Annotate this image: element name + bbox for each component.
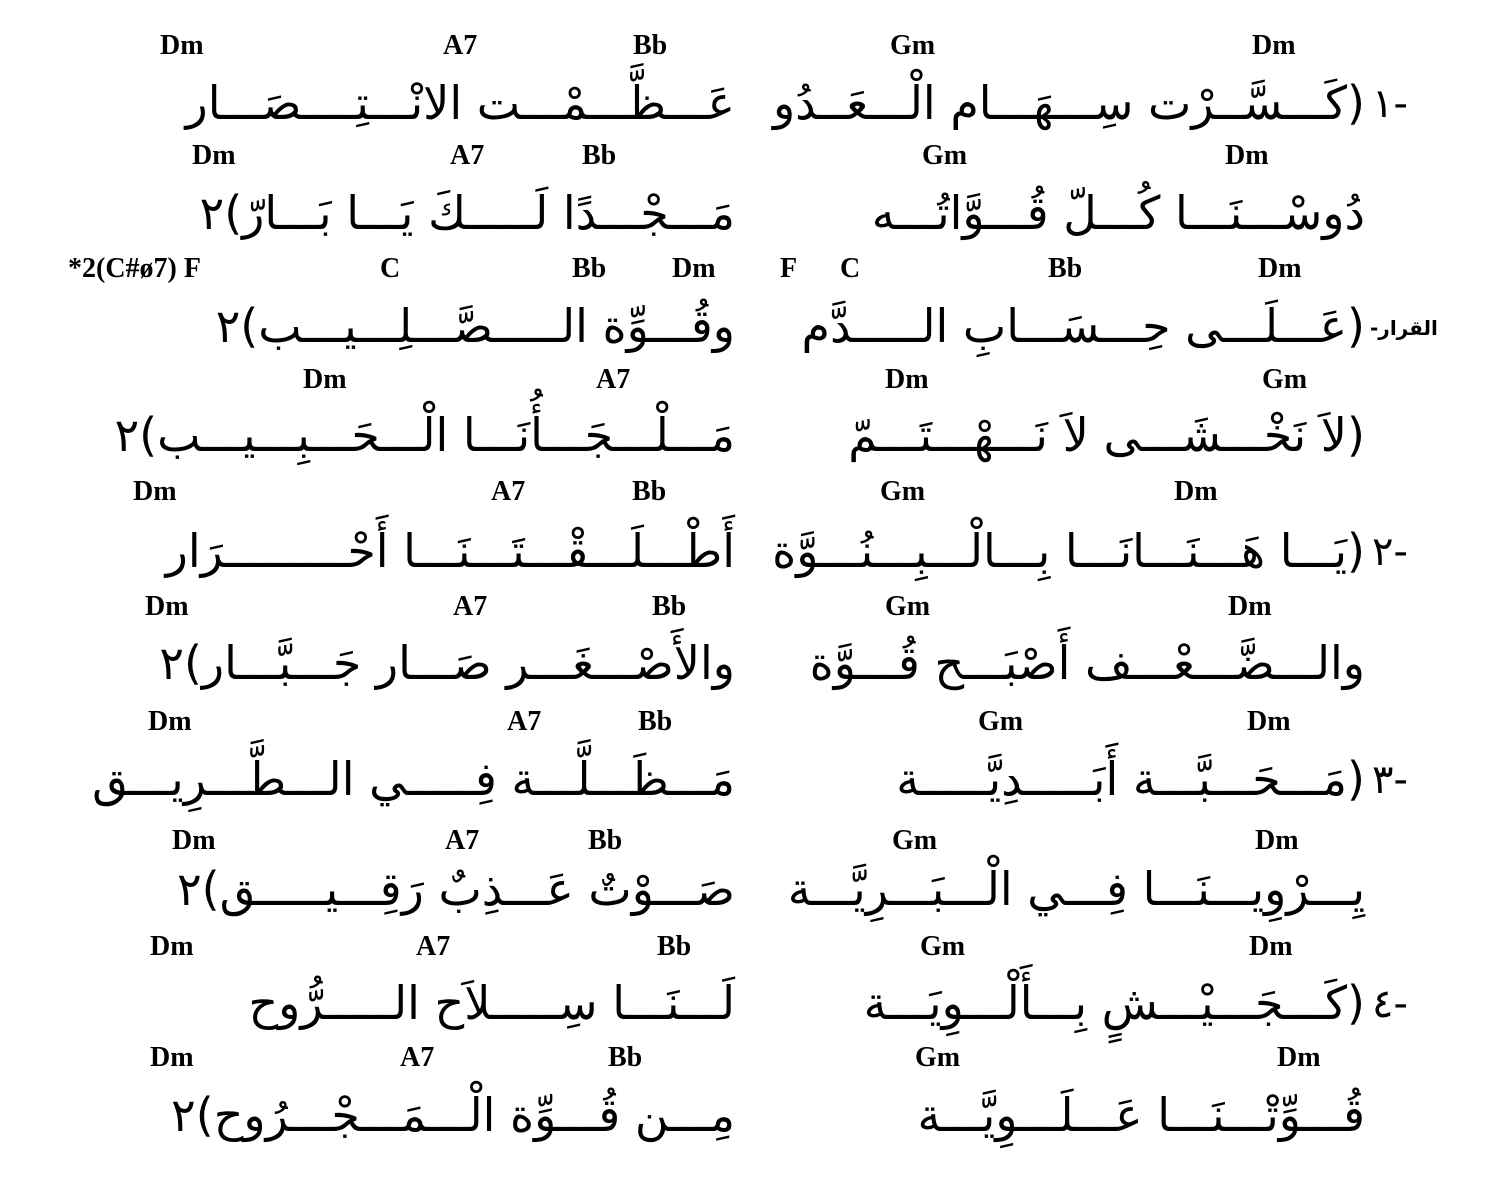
lyric-line-left: صَـــوْتٌ عَـــذِبٌ رَقِـــيـــــق)٢ [176, 862, 735, 916]
lyric-line-left: مِـــن قُـــوِّة الْـــمَـــجْـــرُوح)٢ [171, 1088, 735, 1142]
chord: A7 [596, 364, 631, 395]
chord: Gm [892, 825, 938, 856]
lyric-line-left: أَطْـــلَـــقْـــتَـــنَـــا أَحْـــــــــرَار [165, 524, 735, 578]
chord: Gm [885, 591, 931, 622]
chord: A7 [443, 30, 478, 61]
lyric-line-right: (مَـــحَـــبَّـــة أَبَـــــدِيَّـــــة [896, 752, 1365, 806]
chord: Gm [880, 476, 926, 507]
chord: A7 [507, 706, 542, 737]
chord: Dm [1228, 591, 1272, 622]
chord: Gm [1262, 364, 1308, 395]
verse-number: ١- [1372, 81, 1408, 127]
chord: Dm [160, 30, 204, 61]
lyric-line-right: (عَـــلَـــى حِـــسَـــابِ الـــــدَّم [801, 299, 1365, 353]
chord: Dm [133, 476, 177, 507]
lyric-line-left: مَـــجْـــدًا لَـــــكَ يَـــا بَـــارّ)٢ [199, 186, 735, 240]
chord: Dm [1247, 706, 1291, 737]
chord: Dm [1277, 1042, 1321, 1073]
chord: Bb [652, 591, 687, 622]
chord: Dm [1249, 931, 1293, 962]
chord: Gm [922, 140, 968, 171]
chord: Gm [915, 1042, 961, 1073]
verse-number: ٣- [1372, 757, 1408, 803]
chord: Gm [890, 30, 936, 61]
chord: F [780, 253, 798, 284]
chord: Bb [572, 253, 607, 284]
chord: C [840, 253, 861, 284]
lyric-line-left: عَـــظَّـــمْـــت الانْـــتِــــصَـــار [185, 76, 735, 130]
chord: A7 [445, 825, 480, 856]
lyric-line-left: لَـــنَـــا سِـــــلاَح الـــــرُّوح [248, 976, 735, 1030]
chord: Dm [303, 364, 347, 395]
chord: A7 [400, 1042, 435, 1073]
chord: Dm [1258, 253, 1302, 284]
chord: *2(C#ø7) F [68, 253, 201, 284]
lyric-line-right: (كَـــسَّــرْت سِـــهَـــام الْـــعَــدُو [772, 76, 1365, 130]
lyric-line-right: (لاَ نَخْـــشَـــى لاَ نَـــهْـــتَـــمّ [848, 408, 1365, 462]
lyric-line-right: دُوسْـــنَـــا كُـــلّ قُـــوَّاتُـــه [871, 186, 1365, 240]
lyric-line-left: مَـــلْـــجَـــأُنَـــا الْـــحَـــبِـــيـــب)٢ [114, 408, 735, 462]
chord: Bb [1048, 253, 1083, 284]
chord: Bb [632, 476, 667, 507]
lyric-line-left: مَـــظَـــلَّـــة فِـــــي الـــطَّـــرِيـــق [92, 752, 735, 806]
chord: C [380, 253, 401, 284]
chord: Dm [672, 253, 716, 284]
chord: Dm [1225, 140, 1269, 171]
chord: Dm [1255, 825, 1299, 856]
lyric-line-right: (يَـــا هَـــنَـــانَـــا بِـــالْـــبِـــنُـــوَّة [772, 524, 1365, 578]
chord: Bb [608, 1042, 643, 1073]
chord: A7 [453, 591, 488, 622]
verse-number: ٢- [1372, 529, 1408, 575]
chord: Gm [920, 931, 966, 962]
chord: Dm [172, 825, 216, 856]
verse-number: ٤- [1372, 981, 1408, 1027]
chord: Dm [1174, 476, 1218, 507]
chord: Bb [638, 706, 673, 737]
lyric-line-left: وقُـــوِّة الـــــصَّـــلِـــيـــب)٢ [215, 299, 735, 353]
chord: A7 [450, 140, 485, 171]
chord: Bb [633, 30, 668, 61]
chord: Dm [150, 1042, 194, 1073]
lyric-line-right: قُـــوِّتْـــنَـــا عَـــلَـــوِيَّـــة [917, 1088, 1365, 1142]
chord: Dm [150, 931, 194, 962]
lyric-line-right: يِـــرْوِيـــنَـــا فِـــي الْـــبَـــرِيَّـــة [787, 862, 1365, 916]
chord: Gm [978, 706, 1024, 737]
chord: Dm [885, 364, 929, 395]
chord: Bb [582, 140, 617, 171]
chord: A7 [491, 476, 526, 507]
chord: Dm [145, 591, 189, 622]
lyric-line-right: (كَـــجَـــيْـــشٍ بِـــأَلْـــوِيَـــة [863, 976, 1365, 1030]
chord: Dm [148, 706, 192, 737]
chord: Dm [192, 140, 236, 171]
lyric-line-left: والأَصْـــغَـــر صَـــار جَـــبَّـــار)٢ [159, 636, 735, 690]
chord: Bb [588, 825, 623, 856]
chord: Dm [1252, 30, 1296, 61]
chord: Bb [657, 931, 692, 962]
lyric-line-right: والـــضَّـــعْـــف أَصْبَـــح قُـــوَّة [809, 636, 1365, 690]
chorus-label: القرار- [1370, 316, 1438, 340]
chord: A7 [416, 931, 451, 962]
